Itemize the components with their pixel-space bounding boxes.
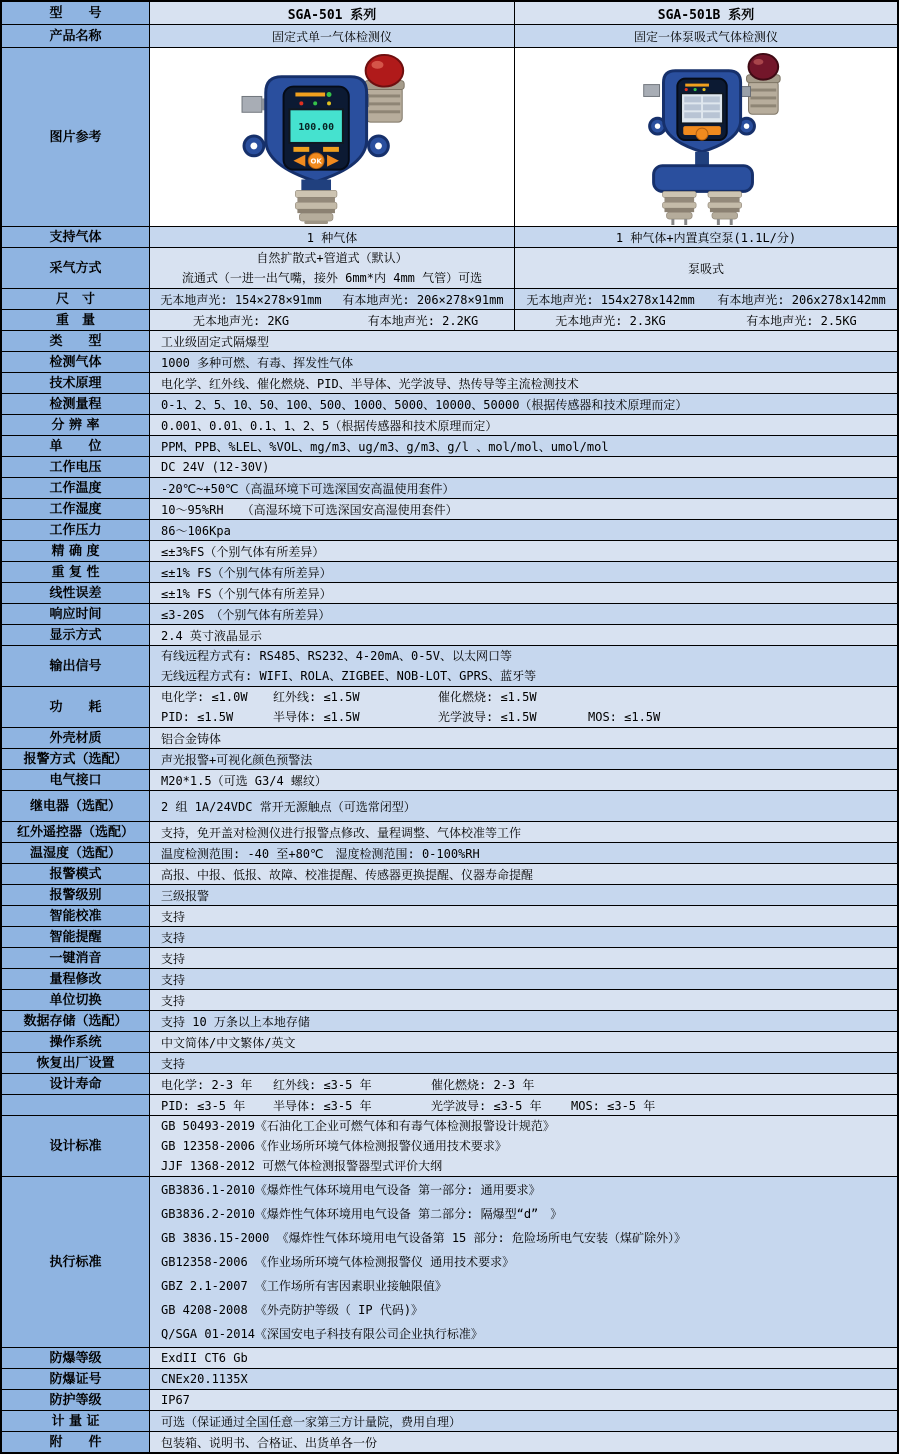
row-label xyxy=(2,1095,149,1115)
table-row xyxy=(2,247,897,288)
table-row xyxy=(2,1389,897,1410)
spec-line: 无线远程方式有: WIFI、ROLA、ZIGBEE、NOB-LOT、GPRS、蓝牙等 xyxy=(161,669,537,683)
row-label: 执行标准 xyxy=(2,1177,149,1347)
spec-value: 半导体: ≤3-5 年 xyxy=(273,1098,372,1113)
table-row xyxy=(2,1010,897,1031)
spec-cell: DC 24V (12-30V) xyxy=(149,457,897,477)
table-row xyxy=(2,645,897,686)
spec-cell: 支持 xyxy=(149,969,897,989)
spec-cell: ExdII CT6 Gb xyxy=(149,1348,897,1368)
table-row xyxy=(2,1410,897,1431)
row-label: 支持气体 xyxy=(2,227,149,247)
spec-cell: IP67 xyxy=(149,1390,897,1410)
row-label: 尺 寸 xyxy=(2,289,149,309)
spec-value: 电化学: ≤1.0W xyxy=(161,690,248,704)
spec-cell: 固定一体泵吸式气体检测仪 xyxy=(514,25,897,47)
spec-value: 无本地声光: 2.3KG xyxy=(555,313,666,328)
spec-value: 催化燃烧: ≤1.5W xyxy=(438,690,537,704)
row-label: 附 件 xyxy=(2,1432,149,1452)
table-row xyxy=(2,1431,897,1452)
table-row xyxy=(2,24,897,47)
spec-value: 无本地声光: 154x278x142mm xyxy=(526,292,695,307)
row-label: 输出信号 xyxy=(2,646,149,686)
row-label: 电气接口 xyxy=(2,770,149,790)
row-label: 报警级别 xyxy=(2,885,149,905)
table-row xyxy=(2,540,897,561)
table-row xyxy=(2,727,897,748)
table-row xyxy=(2,748,897,769)
table-row xyxy=(2,968,897,989)
spec-value: 红外线: ≤1.5W xyxy=(273,690,360,704)
table-row xyxy=(2,288,897,309)
spec-cell: ≤±1% FS（个别气体有所差异） xyxy=(149,583,897,603)
power-led-icon xyxy=(313,101,317,105)
spec-line: GB 4208-2008 《外壳防护等级（ IP 代码)》 xyxy=(161,1303,424,1317)
spec-cell: M20*1.5（可选 G3/4 螺纹） xyxy=(149,770,897,790)
row-label: 分 辨 率 xyxy=(2,415,149,435)
spec-cell: 支持 xyxy=(149,990,897,1010)
table-row xyxy=(2,393,897,414)
spec-value: PID: ≤1.5W xyxy=(161,710,234,724)
spec-cell: 声光报警+可视化颜色预警法 xyxy=(149,749,897,769)
detector-body xyxy=(242,77,388,182)
row-label: 技术原理 xyxy=(2,373,149,393)
row-label: 重 复 性 xyxy=(2,562,149,582)
row-label: 防爆等级 xyxy=(2,1348,149,1368)
spec-cell: 1 种气体+内置真空泵(1.1L/分) xyxy=(514,227,897,247)
table-row xyxy=(2,686,897,727)
sensor-heads xyxy=(662,191,741,225)
spec-cell: 支持 xyxy=(149,906,897,926)
spec-line: GB12358-2006 《作业场所环境气体检测报警仪 通用技术要求》 xyxy=(161,1255,515,1269)
table-row xyxy=(2,414,897,435)
row-label: 智能提醒 xyxy=(2,927,149,947)
table-row xyxy=(2,435,897,456)
spec-value: 无本地声光: 2KG xyxy=(192,313,290,328)
spec-line: GBZ 2.1-2007 《工作场所有害因素职业接触限值》 xyxy=(161,1279,447,1293)
spec-cell xyxy=(149,646,897,686)
spec-line: GB3836.1-2010《爆炸性气体环境用电气设备 第一部分: 通用要求》 xyxy=(161,1183,541,1197)
table-row xyxy=(2,821,897,842)
spec-cell xyxy=(149,1095,897,1115)
table-row xyxy=(2,905,897,926)
row-label: 恢复出厂设置 xyxy=(2,1053,149,1073)
row-label: 防爆证号 xyxy=(2,1369,149,1389)
spec-cell: 2 组 1A/24VDC 常开无源触点（可选常闭型） xyxy=(149,791,897,821)
row-label: 采气方式 xyxy=(2,248,149,288)
spec-cell: 1000 多种可燃、有毒、挥发性气体 xyxy=(149,352,897,372)
ok-button-label: OK xyxy=(310,157,322,166)
product-image-cell xyxy=(514,48,897,226)
table-row xyxy=(2,498,897,519)
spec-cell xyxy=(149,1116,897,1176)
table-row xyxy=(2,989,897,1010)
row-label: 温湿度（选配） xyxy=(2,843,149,863)
spec-cell: 支持 10 万条以上本地存储 xyxy=(149,1011,897,1031)
spec-value: 有本地声光: 2.2KG xyxy=(367,313,479,328)
spec-line xyxy=(150,707,897,727)
spec-value: 光学波导: ≤3-5 年 xyxy=(431,1098,542,1113)
spec-value: 红外线: ≤3-5 年 xyxy=(273,1077,372,1092)
table-row xyxy=(2,624,897,645)
row-label: 设计寿命 xyxy=(2,1074,149,1094)
product-image-cell xyxy=(149,48,514,226)
table-row xyxy=(2,1115,897,1176)
row-label: 工作湿度 xyxy=(2,499,149,519)
spec-line: GB 3836.15-2000 《爆炸性气体环境用电气设备第 15 部分: 危险场所电气安装（煤矿除外）》 xyxy=(161,1231,686,1245)
table-row xyxy=(2,884,897,905)
table-row xyxy=(2,561,897,582)
spec-value: 有本地声光: 206x278x142mm xyxy=(717,292,886,307)
row-label: 报警方式（选配） xyxy=(2,749,149,769)
table-row xyxy=(2,1368,897,1389)
table-row xyxy=(2,790,897,821)
spec-cell xyxy=(149,687,897,727)
spec-cell: CNEx20.1135X xyxy=(149,1369,897,1389)
spec-value: MOS: ≤3-5 年 xyxy=(571,1098,656,1113)
spec-cell: 中文简体/中文繁体/英文 xyxy=(149,1032,897,1052)
spec-cell: 1 种气体 xyxy=(149,227,514,247)
row-label: 精 确 度 xyxy=(2,541,149,561)
table-row xyxy=(2,372,897,393)
row-label: 设计标准 xyxy=(2,1116,149,1176)
table-row xyxy=(2,519,897,540)
spec-cell: 86～106Kpa xyxy=(149,520,897,540)
spec-line: 流通式（一进一出气嘴，接外 6mm*内 4mm 气管）可选 xyxy=(181,271,483,285)
row-label: 图片参考 xyxy=(2,48,149,226)
spec-cell xyxy=(149,289,514,309)
spec-cell: 0-1、2、5、10、50、100、500、1000、5000、10000、50000（根据传感器和技术原理而定） xyxy=(149,394,897,414)
row-label: 类 型 xyxy=(2,331,149,351)
spec-value: 半导体: ≤1.5W xyxy=(273,710,360,724)
spec-line: 自然扩散式+管道式（默认） xyxy=(256,251,408,265)
row-label: 智能校准 xyxy=(2,906,149,926)
spec-cell xyxy=(149,1177,897,1347)
table-row xyxy=(2,863,897,884)
pump-base xyxy=(654,166,753,192)
row-label: 一键消音 xyxy=(2,948,149,968)
spec-cell: 固定式单一气体检测仪 xyxy=(149,25,514,47)
spec-line: GB 50493-2019《石油化工企业可燃气体和有毒气体检测报警设计规范》 xyxy=(161,1119,555,1133)
spec-value: 电化学: 2-3 年 xyxy=(161,1077,253,1092)
row-label: 重 量 xyxy=(2,310,149,330)
spec-cell: -20℃~+50℃（高温环境下可选深国安高温使用套件） xyxy=(149,478,897,498)
row-label: 单位切换 xyxy=(2,990,149,1010)
spec-line: 有线远程方式有: RS485、RS232、4-20mA、0-5V、以太网口等 xyxy=(161,649,512,663)
row-label: 量程修改 xyxy=(2,969,149,989)
spec-cell: 支持 xyxy=(149,1053,897,1073)
spec-cell xyxy=(514,289,897,309)
row-label: 操作系统 xyxy=(2,1032,149,1052)
table-row xyxy=(2,582,897,603)
spec-cell: 支持，免开盖对检测仪进行报警点修改、量程调整、气体校准等工作 xyxy=(149,822,897,842)
row-label: 线性误差 xyxy=(2,583,149,603)
spec-line xyxy=(150,687,897,707)
alarm-beacon-icon xyxy=(737,54,781,114)
fixed-detector-image xyxy=(217,49,447,225)
table-row xyxy=(2,351,897,372)
spec-cell: 可选（保证通过全国任意一家第三方计量院，费用自理） xyxy=(149,1411,897,1431)
table-row xyxy=(2,1031,897,1052)
row-label: 防护等级 xyxy=(2,1390,149,1410)
spec-value: 催化燃烧: 2-3 年 xyxy=(431,1077,535,1092)
row-label: 单 位 xyxy=(2,436,149,456)
table-row xyxy=(2,226,897,247)
spec-value: PID: ≤3-5 年 xyxy=(161,1098,246,1113)
table-row xyxy=(2,477,897,498)
spec-line: GB3836.2-2010《爆炸性气体环境用电气设备 第二部分: 隔爆型“d” 》 xyxy=(161,1207,563,1221)
spec-cell: 支持 xyxy=(149,948,897,968)
spec-cell: 温度检测范围: -40 至+80℃ 湿度检测范围: 0-100%RH xyxy=(149,843,897,863)
spec-cell: 泵吸式 xyxy=(514,248,897,288)
row-label: 工作电压 xyxy=(2,457,149,477)
table-row xyxy=(2,769,897,790)
row-label: 报警模式 xyxy=(2,864,149,884)
spec-cell: 10～95%RH （高湿环境下可选深国安高湿使用套件） xyxy=(149,499,897,519)
table-row xyxy=(2,1176,897,1347)
spec-cell: 0.001、0.01、0.1、1、2、5（根据传感器和技术原理而定） xyxy=(149,415,897,435)
spec-cell: ≤±1% FS（个别气体有所差异） xyxy=(149,562,897,582)
row-label: 产品名称 xyxy=(2,25,149,47)
row-label: 继电器（选配） xyxy=(2,791,149,821)
spec-cell: 电化学、红外线、催化燃烧、PID、半导体、光学波导、热传导等主流检测技术 xyxy=(149,373,897,393)
brand-logo xyxy=(685,84,709,87)
pump-detector-image xyxy=(591,49,821,225)
screen-reading: 100.00 xyxy=(298,122,335,134)
row-label: 功 耗 xyxy=(2,687,149,727)
spec-cell xyxy=(149,1074,897,1094)
spec-value: 光学波导: ≤1.5W xyxy=(438,710,537,724)
table-row xyxy=(2,1094,897,1115)
row-label: 红外遥控器（选配） xyxy=(2,822,149,842)
spec-value: MOS: ≤1.5W xyxy=(588,710,661,724)
table-row xyxy=(2,842,897,863)
spec-value: 有本地声光: 2.5KG xyxy=(746,313,857,328)
table-row xyxy=(2,456,897,477)
row-label: 工作压力 xyxy=(2,520,149,540)
row-label: 检测气体 xyxy=(2,352,149,372)
spec-cell xyxy=(149,248,514,288)
spec-cell: 三级报警 xyxy=(149,885,897,905)
model-name: SGA-501B 系列 xyxy=(514,2,897,24)
alarm-led-icon xyxy=(299,101,303,105)
table-row xyxy=(2,2,897,24)
table-row xyxy=(2,47,897,226)
spec-line: Q/SGA 01-2014《深国安电子科技有限公司企业执行标准》 xyxy=(161,1327,483,1341)
table-row xyxy=(2,309,897,330)
fault-led-icon xyxy=(327,101,331,105)
table-row xyxy=(2,947,897,968)
spec-cell: ≤±3%FS（个别气体有所差异） xyxy=(149,541,897,561)
spec-line: JJF 1368-2012 可燃气体检测报警器型式评价大纲 xyxy=(161,1159,443,1173)
table-row xyxy=(2,603,897,624)
row-label: 显示方式 xyxy=(2,625,149,645)
row-label: 外壳材质 xyxy=(2,728,149,748)
spec-cell xyxy=(149,310,514,330)
row-label: 计 量 证 xyxy=(2,1411,149,1431)
spec-cell: 包装箱、说明书、合格证、出货单各一份 xyxy=(149,1432,897,1452)
row-label: 检测量程 xyxy=(2,394,149,414)
spec-cell: 高报、中报、低报、故障、校准提醒、传感器更换提醒、仪器寿命提醒 xyxy=(149,864,897,884)
spec-line: GB 12358-2006《作业场所环境气体检测报警仪通用技术要求》 xyxy=(161,1139,507,1153)
table-row xyxy=(2,1073,897,1094)
spec-value: 有本地声光: 206×278×91mm xyxy=(342,292,504,307)
row-label: 工作温度 xyxy=(2,478,149,498)
table-row xyxy=(2,926,897,947)
row-label: 型 号 xyxy=(2,2,149,24)
brand-logo xyxy=(295,93,325,97)
spec-cell: 支持 xyxy=(149,927,897,947)
detector-body xyxy=(644,71,755,192)
row-label: 数据存储（选配） xyxy=(2,1011,149,1031)
spec-cell: 铝合金铸体 xyxy=(149,728,897,748)
spec-value: 无本地声光: 154×278×91mm xyxy=(160,292,322,307)
sensor-head xyxy=(295,180,337,224)
spec-cell: 2.4 英寸液晶显示 xyxy=(149,625,897,645)
ok-button-icon xyxy=(696,128,708,140)
table-row xyxy=(2,330,897,351)
spec-cell xyxy=(514,310,897,330)
spec-cell: 工业级固定式隔爆型 xyxy=(149,331,897,351)
row-label: 响应时间 xyxy=(2,604,149,624)
table-row xyxy=(2,1347,897,1368)
spec-cell: ≤3-20S （个别气体有所差异） xyxy=(149,604,897,624)
table-row xyxy=(2,1052,897,1073)
spec-cell: PPM、PPB、%LEL、%VOL、mg/m3、ug/m3、g/m3、g/l 、mol/mol、umol/mol xyxy=(149,436,897,456)
model-name: SGA-501 系列 xyxy=(149,2,514,24)
